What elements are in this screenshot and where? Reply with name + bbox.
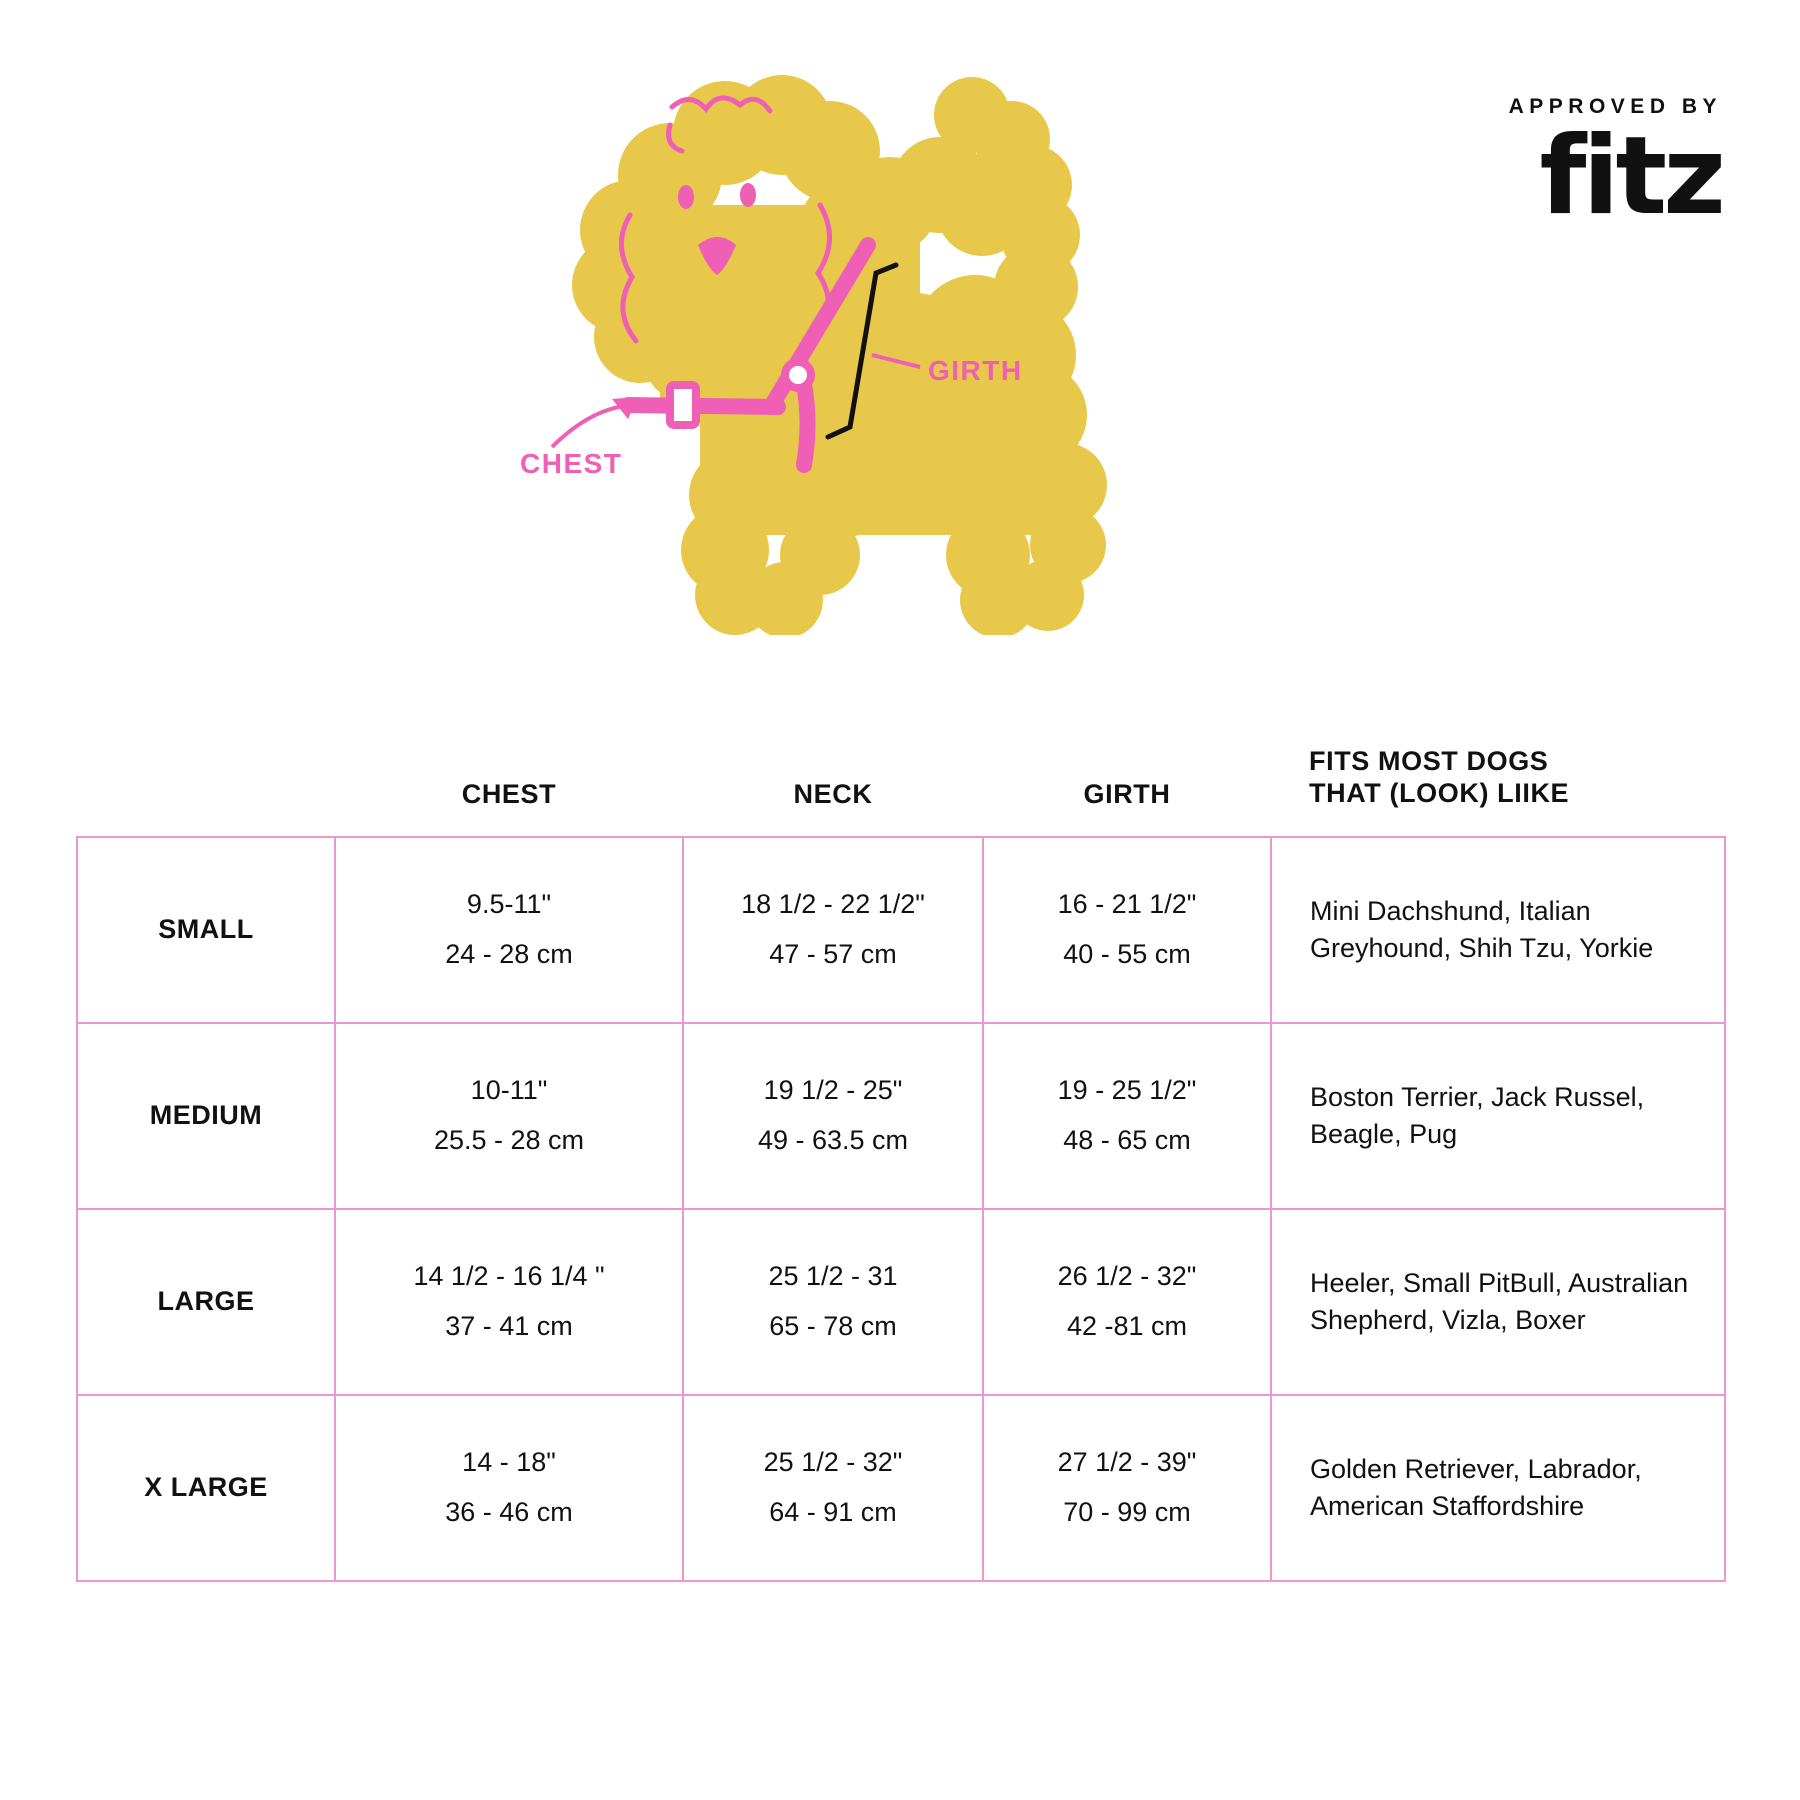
row-neck-cell <box>683 1023 983 1209</box>
row-neck-cell <box>683 1209 983 1395</box>
row-girth-cell <box>983 1023 1271 1209</box>
chest-inches: 14 - 18" <box>462 1446 556 1477</box>
chest-cm: 36 - 46 cm <box>445 1496 573 1527</box>
harness-buckle-icon <box>670 385 696 425</box>
row-size-label: X LARGE <box>77 1395 335 1581</box>
dog-body-shape <box>572 75 1107 635</box>
neck-cm: 49 - 63.5 cm <box>757 1124 909 1155</box>
row-breeds-cell: Golden Retriever, Labrador, American Staffordshire <box>1271 1395 1725 1581</box>
girth-inches: 19 - 25 1/2" <box>1057 1074 1197 1105</box>
table-row <box>77 1395 1725 1581</box>
row-girth-cell <box>983 837 1271 1023</box>
row-chest-cell <box>335 1395 683 1581</box>
neck-inches: 18 1/2 - 22 1/2" <box>741 888 925 919</box>
header-fits-line2: THAT (LOOK) LIIKE <box>1309 778 1570 809</box>
row-chest-cell <box>335 837 683 1023</box>
neck-inches: 25 1/2 - 32" <box>763 1446 903 1477</box>
header-fits <box>1271 745 1725 837</box>
row-size-label: LARGE <box>77 1209 335 1395</box>
row-girth-cell <box>983 1395 1271 1581</box>
brand-name: fitz <box>1539 114 1722 239</box>
dog-harness-illustration <box>520 55 1160 635</box>
row-breeds-cell: Boston Terrier, Jack Russel, Beagle, Pug <box>1271 1023 1725 1209</box>
chest-cm: 25.5 - 28 cm <box>433 1124 585 1155</box>
approved-by-label: APPROVED BY <box>1508 95 1722 118</box>
header-fits-line1: FITS MOST DOGS <box>1309 746 1549 776</box>
harness-ring-icon <box>785 362 811 388</box>
row-chest-cell <box>335 1209 683 1395</box>
header-size <box>77 745 335 837</box>
girth-inches: 16 - 21 1/2" <box>1057 888 1197 919</box>
chest-inches: 10-11" <box>470 1074 548 1105</box>
table-row <box>77 1209 1725 1395</box>
row-size-label: SMALL <box>77 837 335 1023</box>
chest-inches: 9.5-11" <box>466 888 552 919</box>
row-girth-cell <box>983 1209 1271 1395</box>
table-header-row <box>77 745 1725 837</box>
girth-inches: 27 1/2 - 39" <box>1057 1446 1197 1477</box>
girth-cm: 42 -81 cm <box>1066 1310 1188 1341</box>
neck-inches: 25 1/2 - 31 <box>768 1260 898 1291</box>
chest-cm: 24 - 28 cm <box>445 938 573 969</box>
header-neck: NECK <box>793 778 873 809</box>
brand-mark <box>1508 95 1722 239</box>
table-row <box>77 1023 1725 1209</box>
chest-inches: 14 1/2 - 16 1/4 " <box>413 1260 605 1291</box>
girth-inches: 26 1/2 - 32" <box>1057 1260 1197 1291</box>
header-girth: GIRTH <box>1083 778 1171 809</box>
header-chest: CHEST <box>461 778 557 809</box>
neck-cm: 47 - 57 cm <box>769 938 897 969</box>
row-neck-cell <box>683 837 983 1023</box>
size-chart-section <box>76 745 1724 1582</box>
size-chart-table <box>76 745 1726 1582</box>
girth-cm: 40 - 55 cm <box>1063 938 1191 969</box>
chest-callout-label: CHEST <box>520 448 623 479</box>
neck-cm: 64 - 91 cm <box>769 1496 897 1527</box>
girth-cm: 48 - 65 cm <box>1063 1124 1191 1155</box>
chest-arrow <box>552 405 634 447</box>
girth-cm: 70 - 99 cm <box>1063 1496 1191 1527</box>
table-row <box>77 837 1725 1023</box>
row-chest-cell <box>335 1023 683 1209</box>
row-breeds-cell: Mini Dachshund, Italian Greyhound, Shih Tzu, Yorkie <box>1271 837 1725 1023</box>
row-breeds-cell: Heeler, Small PitBull, Australian Shepherd, Vizla, Boxer <box>1271 1209 1725 1395</box>
chest-cm: 37 - 41 cm <box>445 1310 573 1341</box>
neck-cm: 65 - 78 cm <box>769 1310 897 1341</box>
neck-inches: 19 1/2 - 25" <box>763 1074 903 1105</box>
row-neck-cell <box>683 1395 983 1581</box>
girth-callout-label: GIRTH <box>928 355 1023 386</box>
row-size-label: MEDIUM <box>77 1023 335 1209</box>
